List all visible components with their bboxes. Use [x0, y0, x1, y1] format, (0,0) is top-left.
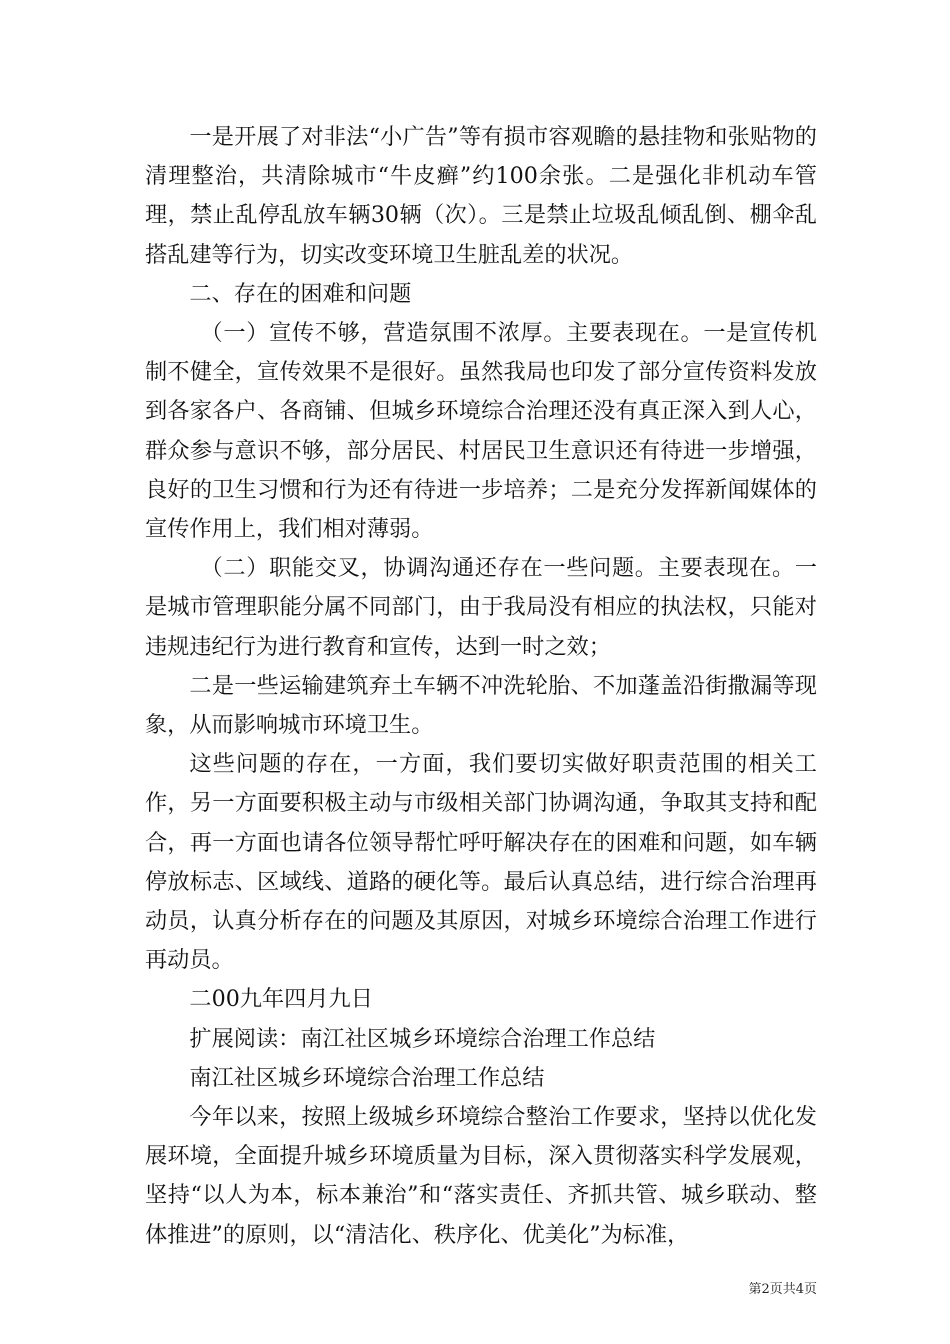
document-date: 二00九年四月九日 — [189, 986, 373, 1013]
paragraph-vehicle-issue: 二是一些运输建筑弃土车辆不冲洗轮胎、不加蓬盖沿街撒漏等现象，从而影响城市环境卫生。 — [145, 672, 817, 739]
paragraph-coordination-issue: （二）职能交叉，协调沟通还存在一些问题。主要表现在。一是城市管理职能分属不同部门，由于我局没有相应的执法权，只能对违规违纪行为进行教育和宣传，达到一时之效； — [145, 555, 817, 660]
extended-reading-title: 扩展阅读：南江社区城乡环境综合治理工作总结 — [189, 1025, 656, 1052]
paragraph-conclusion: 这些问题的存在，一方面，我们要切实做好职责范围的相关工作，另一方面要积极主动与市级相关部门协调沟通，争取其支持和配合，再一方面也请各位领导帮忙呼吁解决存在的困难和问题，如车辆停放标志、区域线、道路的硬化等。最后认真总结，进行综合治理再动员，认真分析存在的问题及其原因，对城乡环境综合治理工作进行再动员。 — [145, 751, 817, 974]
paragraph-publicity-issue: （一）宣传不够，营造氛围不浓厚。主要表现在。一是宣传机制不健全，宣传效果不是很好。虽然我局也印发了部分宣传资料发放到各家各户、各商铺、但城乡环境综合治理还没有真正深入到人心，群众参与意识不够，部分居民、村居民卫生意识还有待进一步增强，良好的卫生习惯和行为还有待进一步培养；二是充分发挥新闻媒体的宣传作用上，我们相对薄弱。 — [145, 320, 817, 543]
section-heading-problems: 二、存在的困难和问题 — [189, 280, 412, 307]
document-body — [145, 118, 817, 1255]
paragraph-subdocument-intro: 今年以来，按照上级城乡环境综合整治工作要求，坚持以优化发展环境，全面提升城乡环境质量为目标，深入贯彻落实科学发展观，坚持“以人为本，标本兼治”和“落实责任、齐抓共管、城乡联动、整体推进”的原则，以“清洁化、秩序化、优美化”为标准， — [145, 1104, 817, 1248]
subdocument-title: 南江社区城乡环境综合治理工作总结 — [189, 1064, 545, 1091]
paragraph-cleanup-actions: 一是开展了对非法“小广告”等有损市容观瞻的悬挂物和张贴物的清理整治，共清除城市“牛皮癣”约100余张。二是强化非机动车管理，禁止乱停乱放车辆30辆（次）。三是禁止垃圾乱倾乱倒、棚伞乱搭乱建等行为，切实改变环境卫生脏乱差的状况。 — [145, 124, 817, 268]
page-number: 第2页共4页 — [748, 1282, 817, 1297]
